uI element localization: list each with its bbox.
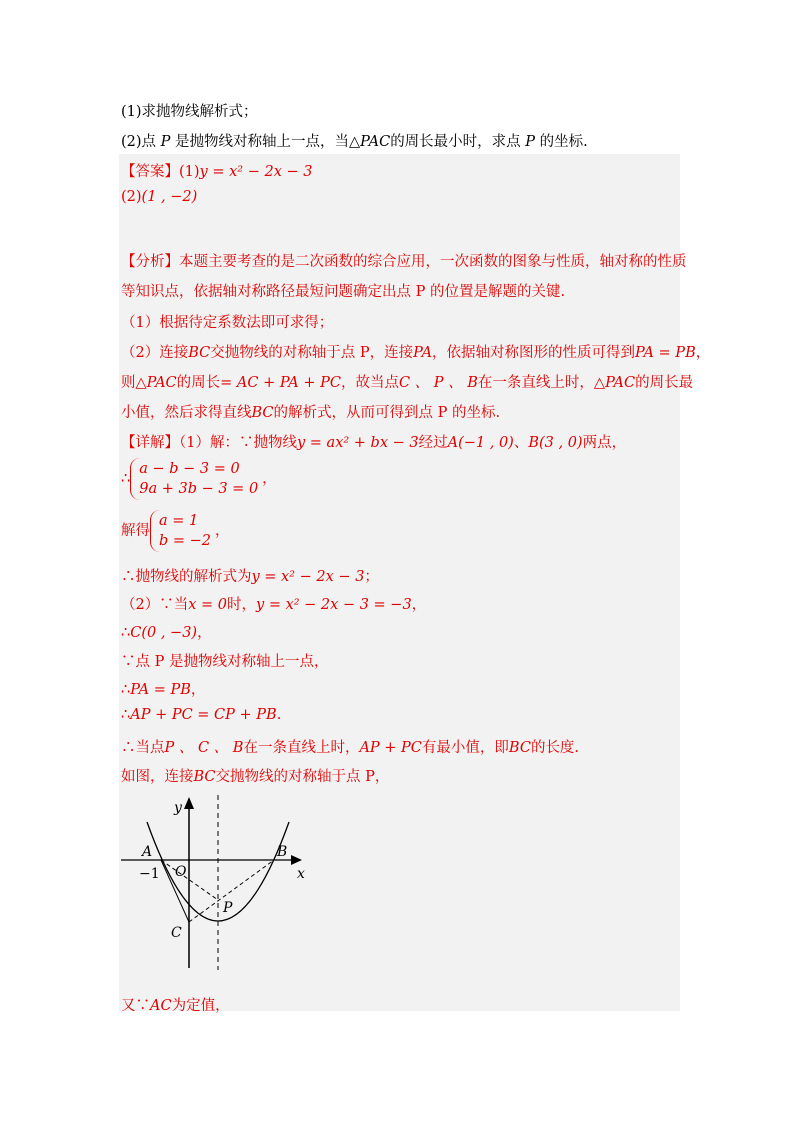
analysis-label: 【分析】 [121,254,179,270]
neg-one-label: −1 [139,866,160,882]
detail-label: 【详解】 [121,435,179,451]
y-axis-arrow [184,797,194,809]
parabola-figure [119,790,319,975]
answer-line-2: (2)(1 , −2) [121,189,198,205]
y-axis-label: y [174,800,182,816]
detail-line-1: 【详解】（1）解：∵抛物线y = ax² + bx − 3经过A(−1 , 0)、B(3 , 0)两点， [121,435,627,451]
detail-line-7: ∵点 P 是抛物线对称轴上一点， [121,654,329,670]
detail-line-10: ∴当点P 、 C 、 B在一条直线上时，AP + PC有最小值，即BC的长度. [121,740,580,756]
origin-label: O [175,864,187,880]
x-axis-label: x [297,866,305,882]
detail-line-4: ∴抛物线的解析式为y = x² − 2x − 3； [121,569,379,585]
x-axis-arrow [291,855,302,865]
answer-label: 【答案】 [121,164,179,180]
equation-system-2: 解得 a = 1 b = −2 ， [121,510,230,552]
analysis-line-5: 则△PAC的周长= AC + PA + PC，故当点C 、 P 、 B在一条直线上时，△PAC的周长最 [121,375,694,391]
equation-system-1: ∴ a − b − 3 = 0 9a + 3b − 3 = 0 ， [121,458,277,500]
point-c-label: C [171,925,182,941]
answer-line-1: 【答案】(1)y = x² − 2x − 3 [121,164,313,180]
analysis-line-2: 等知识点，依据轴对称路径最短问题确定出点 P 的位置是解题的关键. [121,284,566,300]
detail-line-11: 如图，连接BC交抛物线的对称轴于点 P， [121,769,390,785]
point-a-label: A [142,844,153,860]
detail-line-6: ∴C(0 , −3)， [121,625,212,641]
question-part-1: (1)求抛物线解析式； [121,104,258,120]
analysis-line-1: 【分析】本题主要考查的是二次函数的综合应用，一次函数的图象与性质，轴对称的性质 [121,254,687,270]
point-b-label: B [277,844,288,860]
detail-line-12: 又∵AC为定值， [121,998,230,1014]
question-part-2: (2)点 P 是抛物线对称轴上一点，当△PAC的周长最小时，求点 P 的坐标. [121,134,588,150]
analysis-line-3: （1）根据待定系数法即可求得； [121,315,334,331]
analysis-line-4: （2）连接BC交抛物线的对称轴于点 P，连接PA，依据轴对称图形的性质可得到PA = PB， [121,345,711,361]
detail-line-5: （2）∵当x = 0时，y = x² − 2x − 3 = −3， [121,597,427,613]
point-p-label: P [223,900,233,916]
analysis-line-6: 小值，然后求得直线BC的解析式，从而可得到点 P 的坐标. [121,405,501,421]
detail-line-9: ∴AP + PC = CP + PB. [121,707,282,723]
detail-line-8: ∴PA = PB， [121,682,206,698]
